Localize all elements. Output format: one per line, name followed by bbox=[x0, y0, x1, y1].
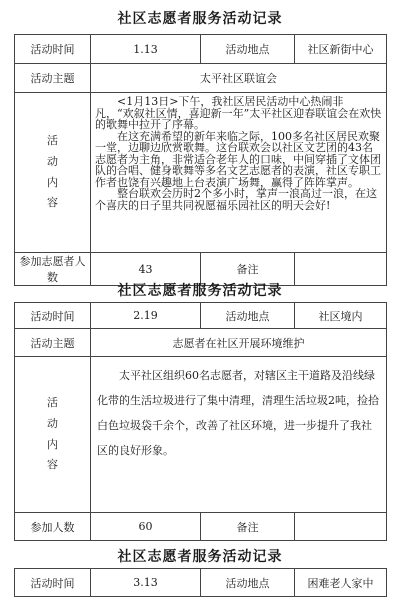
place-label: 活动地点 bbox=[201, 35, 295, 64]
content-label-char: 动 bbox=[47, 416, 58, 430]
topic-value: 志愿者在社区开展环境维护 bbox=[91, 329, 387, 357]
content-paragraph: 整台联欢会历时2个多小时，掌声一浪高过一浪，在这个喜庆的日子里共同祝愿福乐园社区的明天会好! bbox=[95, 187, 377, 212]
remark-label: 备注 bbox=[201, 253, 295, 286]
time-label: 活动时间 bbox=[15, 569, 91, 597]
place-value: 困难老人家中 bbox=[295, 569, 387, 597]
content-label bbox=[15, 93, 91, 253]
content-text bbox=[91, 93, 387, 253]
place-label: 活动地点 bbox=[201, 303, 295, 329]
content-paragraph: <1月13日>下午，我社区居民活动中心热闹非凡，“欢叙社区情，喜迎新一年”太平社区迎春联谊会在欢快的歌舞中拉开了序幕。 bbox=[95, 95, 382, 131]
record-2-title: 社区志愿者服务活动记录 bbox=[117, 283, 283, 299]
content-paragraph: 在这充满希望的新年来临之际，100多名社区居民欢聚一堂，边聊边欣赏歌舞。这台联欢会以社区文艺团的43名志愿者为主角，非常适合老年人的口味，中间穿插了文体团队的合唱、健身歌舞等多名文艺志愿者的表演，社区专职工作者也饶有兴趣地上台表演广场舞，赢得了阵阵掌声。 bbox=[95, 129, 381, 189]
time-label: 活动时间 bbox=[15, 303, 91, 329]
content-text bbox=[91, 357, 387, 513]
content-label bbox=[15, 357, 91, 513]
content-label-char: 内 bbox=[47, 437, 58, 451]
place-value: 社区境内 bbox=[295, 303, 387, 329]
content-label-char: 动 bbox=[47, 154, 58, 168]
count-label: 参加志愿者人数 bbox=[15, 253, 91, 286]
topic-label: 活动主题 bbox=[15, 329, 91, 357]
time-value: 3.13 bbox=[91, 569, 201, 597]
topic-value: 太平社区联谊会 bbox=[91, 64, 387, 93]
record-3-table bbox=[14, 568, 387, 597]
time-value: 1.13 bbox=[91, 35, 201, 64]
count-label: 参加人数 bbox=[15, 513, 91, 541]
content-label-char: 活 bbox=[47, 395, 58, 409]
content-paragraph: 太平社区组织60名志愿者，对辖区主干道路及沿线绿化带的生活垃圾进行了集中清理，清理生活垃圾2吨，捡拾白色垃圾袋千余个，改善了社区环境，进一步提升了我社区的良好形象。 bbox=[97, 369, 379, 457]
time-label: 活动时间 bbox=[15, 35, 91, 64]
content-label-char: 容 bbox=[47, 196, 58, 210]
record-1-table bbox=[14, 34, 387, 286]
place-label: 活动地点 bbox=[201, 569, 295, 597]
place-value: 社区新街中心 bbox=[295, 35, 387, 64]
remark-label: 备注 bbox=[201, 513, 295, 541]
remark-value bbox=[295, 513, 387, 541]
content-label-char: 内 bbox=[47, 175, 58, 189]
record-2-table bbox=[14, 302, 387, 541]
record-1-title: 社区志愿者服务活动记录 bbox=[117, 11, 283, 27]
topic-label: 活动主题 bbox=[15, 64, 91, 93]
time-value: 2.19 bbox=[91, 303, 201, 329]
count-value: 43 bbox=[91, 253, 201, 286]
record-3-title: 社区志愿者服务活动记录 bbox=[117, 549, 283, 565]
content-label-char: 容 bbox=[47, 458, 58, 472]
count-value: 60 bbox=[91, 513, 201, 541]
content-label-char: 活 bbox=[47, 133, 58, 147]
